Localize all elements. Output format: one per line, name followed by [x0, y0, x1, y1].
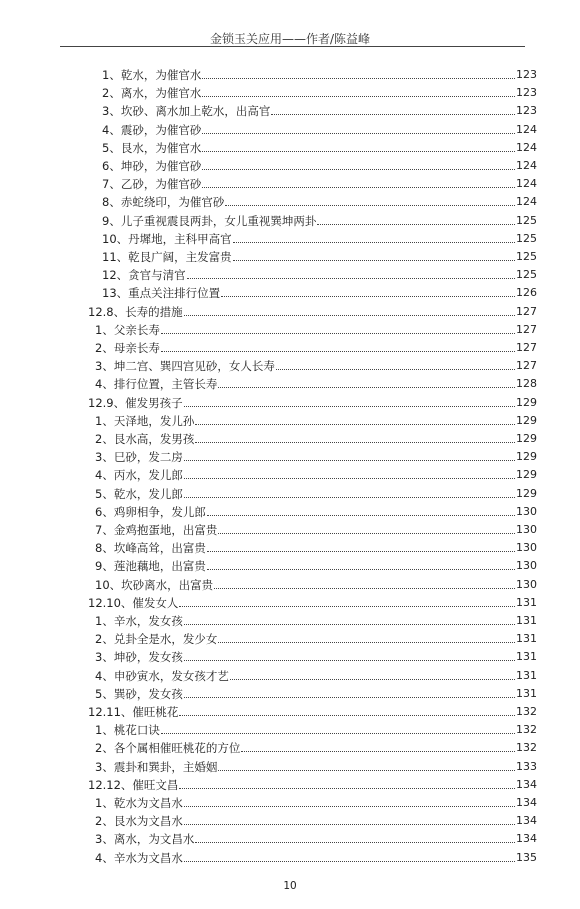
toc-entry-title: 12.11、催旺桃花: [88, 705, 179, 719]
toc-entry[interactable]: [95, 501, 537, 519]
dot-leader: [214, 588, 515, 589]
toc-entry-page: 123: [516, 86, 537, 100]
toc-entry-title: 1、天泽地，发儿孙: [95, 413, 195, 428]
toc-entry-page: 124: [516, 177, 537, 191]
dot-leader: [202, 133, 515, 134]
toc-entry-page: 124: [516, 195, 537, 209]
dot-leader: [207, 569, 515, 570]
toc-entry-page: 130: [516, 523, 537, 536]
toc-entry-title: 4、震砂，为催官砂: [102, 122, 202, 137]
toc-entry-title: 12、贪官与清官: [102, 268, 186, 283]
toc-entry-page: 134: [516, 796, 537, 809]
toc-entry[interactable]: [95, 373, 537, 391]
toc-entry-page: 126: [516, 286, 537, 300]
toc-entry-title: 5、艮水，为催官水: [102, 140, 202, 155]
toc-entry[interactable]: [95, 847, 537, 865]
dot-leader: [195, 842, 515, 843]
toc-entry-title: 2、母亲长寿: [95, 341, 160, 355]
toc-entry-title: 10、丹墀地，主科甲高官: [102, 231, 232, 246]
toc-entry[interactable]: [102, 64, 537, 82]
toc-entry-title: 3、坎砂、离水加上乾水，出高官: [102, 104, 271, 119]
toc-entry[interactable]: [95, 410, 537, 428]
dot-leader: [207, 551, 515, 552]
toc-entry-page: 133: [516, 759, 537, 773]
toc-entry-title: 1、乾水，为催官水: [102, 68, 202, 82]
toc-entry-title: 4、丙水，发儿郎: [95, 468, 183, 483]
toc-entry[interactable]: [102, 264, 537, 282]
toc-entry[interactable]: [95, 555, 537, 573]
toc-entry[interactable]: [95, 574, 537, 592]
header-rule: [60, 46, 525, 47]
dot-leader: [184, 660, 515, 661]
dot-leader: [218, 642, 515, 643]
dot-leader: [179, 606, 515, 607]
toc-entry-title: 2、艮水高，发男孩: [95, 432, 195, 446]
toc-entry-title: 1、桃花口诀: [95, 723, 160, 738]
toc-entry-page: 130: [516, 577, 537, 591]
dot-leader: [276, 369, 515, 370]
dot-leader: [179, 788, 515, 789]
toc-entry-title: 3、坤二宫、巽四宫见砂，女人长寿: [95, 359, 275, 374]
toc-entry-page: 127: [516, 359, 537, 373]
toc-entry[interactable]: [95, 828, 537, 846]
toc-entry-title: 2、离水，为催官水: [102, 86, 202, 101]
toc-entry[interactable]: [95, 428, 537, 446]
toc-entry[interactable]: [95, 719, 537, 737]
toc-entry[interactable]: [95, 792, 537, 810]
dot-leader: [202, 78, 515, 79]
toc-entry-title: 3、震卦和巽卦，主婚姻: [95, 759, 218, 774]
toc-entry-title: 10、坎砂离水，出富贵: [95, 577, 214, 592]
toc-entry-page: 129: [516, 413, 537, 427]
toc-entry-page: 124: [516, 122, 537, 136]
toc-entry-title: 8、坎峰高耸，出富贵: [95, 541, 206, 556]
toc-entry-page: 134: [516, 777, 537, 791]
toc-entry-title: 5、乾水，发儿郎: [95, 486, 183, 501]
toc-entry-page: 131: [516, 650, 537, 664]
toc-entry[interactable]: [102, 210, 537, 228]
toc-entry-page: 129: [516, 450, 537, 464]
dot-leader: [202, 169, 515, 170]
toc-entry[interactable]: [102, 282, 537, 300]
toc-entry-title: 8、赤蛇绕印，为催官砂: [102, 195, 225, 210]
toc-entry[interactable]: [102, 155, 537, 173]
toc-entry-page: 131: [516, 668, 537, 682]
toc-entry-page: 127: [516, 304, 537, 318]
dot-leader: [184, 624, 515, 625]
dot-leader: [195, 424, 515, 425]
dot-leader: [184, 460, 515, 461]
toc-entry[interactable]: [95, 319, 537, 337]
toc-entry-page: 125: [516, 231, 537, 245]
toc-entry-page: 125: [516, 250, 537, 263]
dot-leader: [161, 733, 515, 734]
toc-entry[interactable]: [95, 446, 537, 464]
toc-entry-page: 132: [516, 705, 537, 718]
toc-entry-page: 130: [516, 541, 537, 555]
toc-entry[interactable]: [95, 464, 537, 482]
toc-entry[interactable]: [102, 119, 537, 137]
toc-entry-page: 127: [516, 341, 537, 354]
toc-entry-title: 12.12、催旺文昌: [88, 777, 179, 792]
dot-leader: [184, 806, 515, 807]
toc-entry-title: 12.10、催发女人: [88, 595, 179, 610]
toc-entry-page: 127: [516, 322, 537, 336]
toc-entry-page: 129: [516, 486, 537, 500]
toc-entry-title: 9、莲池藕地，出富贵: [95, 559, 206, 574]
toc-entry-title: 5、巽砂，发女孩: [95, 686, 183, 701]
toc-entry-page: 134: [516, 832, 537, 846]
dot-leader: [184, 824, 515, 825]
toc-entry[interactable]: [95, 665, 537, 683]
toc-entry-title: 4、申砂寅水，发女孩才艺: [95, 668, 229, 683]
toc-entry-title: 1、父亲长寿: [95, 322, 160, 337]
toc-entry-page: 123: [516, 68, 537, 81]
toc-entry-title: 2、艮水为文昌水: [95, 814, 183, 829]
dot-leader: [184, 861, 515, 862]
toc-entry-page: 129: [516, 468, 537, 482]
toc-entry[interactable]: [95, 610, 537, 628]
toc-entry-page: 131: [516, 595, 537, 609]
toc-entry-title: 3、巳砂，发二房: [95, 450, 183, 465]
toc-entry-title: 12.8、长寿的措施: [88, 304, 183, 319]
toc-entry-page: 125: [516, 268, 537, 282]
toc-entry[interactable]: [95, 683, 537, 701]
toc-entry-title: 12.9、催发男孩子: [88, 395, 183, 410]
toc-entry[interactable]: [102, 246, 537, 264]
dot-leader: [317, 224, 515, 225]
dot-leader: [195, 442, 515, 443]
dot-leader: [184, 697, 515, 698]
toc-entry-page: 123: [516, 104, 537, 118]
toc-entry[interactable]: [95, 355, 537, 373]
toc-entry-title: 11、乾艮广阔，主发富贵: [102, 250, 232, 264]
toc-entry-page: 131: [516, 614, 537, 627]
page-header: 金锁玉关应用——作者/陈益峰: [209, 32, 371, 46]
toc-entry[interactable]: [95, 810, 537, 828]
dot-leader: [202, 151, 515, 152]
toc-entry-title: 2、各个属相催旺桃花的方位: [95, 741, 241, 756]
toc-entry[interactable]: [95, 537, 537, 555]
toc-entry-title: 1、辛水，发女孩: [95, 614, 183, 628]
toc-entry-page: 124: [516, 140, 537, 154]
toc-entry-page: 131: [516, 632, 537, 646]
toc-entry[interactable]: [102, 137, 537, 155]
toc-entry-page: 134: [516, 814, 537, 828]
toc-entry-page: 132: [516, 741, 537, 755]
dot-leader: [179, 715, 515, 716]
toc-entry-title: 2、兑卦全是水，发少女: [95, 632, 218, 647]
dot-leader: [207, 515, 515, 516]
toc-entry-page: 124: [516, 159, 537, 172]
dot-leader: [202, 187, 515, 188]
dot-leader: [271, 114, 515, 115]
toc-entry-title: 3、离水，为文昌水: [95, 832, 195, 847]
dot-leader: [233, 260, 515, 261]
toc-entry[interactable]: [95, 646, 537, 664]
dot-leader: [161, 333, 515, 334]
dot-leader: [184, 478, 515, 479]
toc-entry[interactable]: [102, 100, 537, 118]
dot-leader: [218, 533, 515, 534]
toc-entry[interactable]: [102, 228, 537, 246]
toc-entry-page: 129: [516, 395, 537, 409]
toc-entry[interactable]: [95, 756, 537, 774]
toc-entry[interactable]: [102, 191, 537, 209]
dot-leader: [187, 278, 515, 279]
toc-entry-page: 129: [516, 432, 537, 445]
toc-entry[interactable]: [102, 82, 537, 100]
toc-entry[interactable]: [95, 628, 537, 646]
dot-leader: [225, 205, 515, 206]
dot-leader: [184, 497, 515, 498]
toc-entry-title: 7、金鸡抱蛋地，出富贵: [95, 523, 218, 537]
toc-entry-title: 13、重点关注排行位置: [102, 286, 221, 301]
toc-entry[interactable]: [102, 173, 537, 191]
dot-leader: [218, 770, 515, 771]
toc-section-entry[interactable]: [88, 774, 537, 792]
toc-entry-title: 6、鸡卵相争，发儿郎: [95, 504, 206, 519]
dot-leader: [221, 296, 515, 297]
toc-entry[interactable]: [95, 519, 537, 537]
toc-entry-title: 4、排行位置，主管长寿: [95, 377, 218, 392]
dot-leader: [233, 242, 515, 243]
toc-entry-title: 3、坤砂，发女孩: [95, 650, 183, 665]
dot-leader: [202, 96, 515, 97]
toc-entry-page: 135: [516, 850, 537, 864]
toc-entry[interactable]: [95, 337, 537, 355]
toc-entry[interactable]: [95, 737, 537, 755]
toc-section-entry[interactable]: [88, 392, 537, 410]
dot-leader: [218, 387, 515, 388]
toc-entry-title: 4、辛水为文昌水: [95, 850, 183, 865]
toc-entry-page: 128: [516, 377, 537, 391]
dot-leader: [184, 315, 515, 316]
toc-section-entry[interactable]: [88, 592, 537, 610]
toc-entry-page: 130: [516, 504, 537, 518]
dot-leader: [161, 351, 515, 352]
toc-entry-title: 9、儿子重视震艮两卦，女儿重视巽坤两卦: [102, 213, 317, 228]
toc-entry-title: 1、乾水为文昌水: [95, 796, 183, 810]
toc-entry-page: 130: [516, 559, 537, 573]
toc-entry-page: 131: [516, 686, 537, 700]
toc-section-entry[interactable]: [88, 301, 537, 319]
dot-leader: [184, 406, 515, 407]
toc-section-entry[interactable]: [88, 701, 537, 719]
toc-entry-page: 125: [516, 213, 537, 227]
toc-entry[interactable]: [95, 483, 537, 501]
toc-entry-page: 132: [516, 723, 537, 737]
dot-leader: [241, 751, 515, 752]
page-number: 10: [283, 880, 297, 892]
toc-entry-title: 7、乙砂，为催官砂: [102, 177, 202, 192]
toc-entry-title: 6、坤砂，为催官砂: [102, 159, 202, 173]
dot-leader: [230, 679, 515, 680]
